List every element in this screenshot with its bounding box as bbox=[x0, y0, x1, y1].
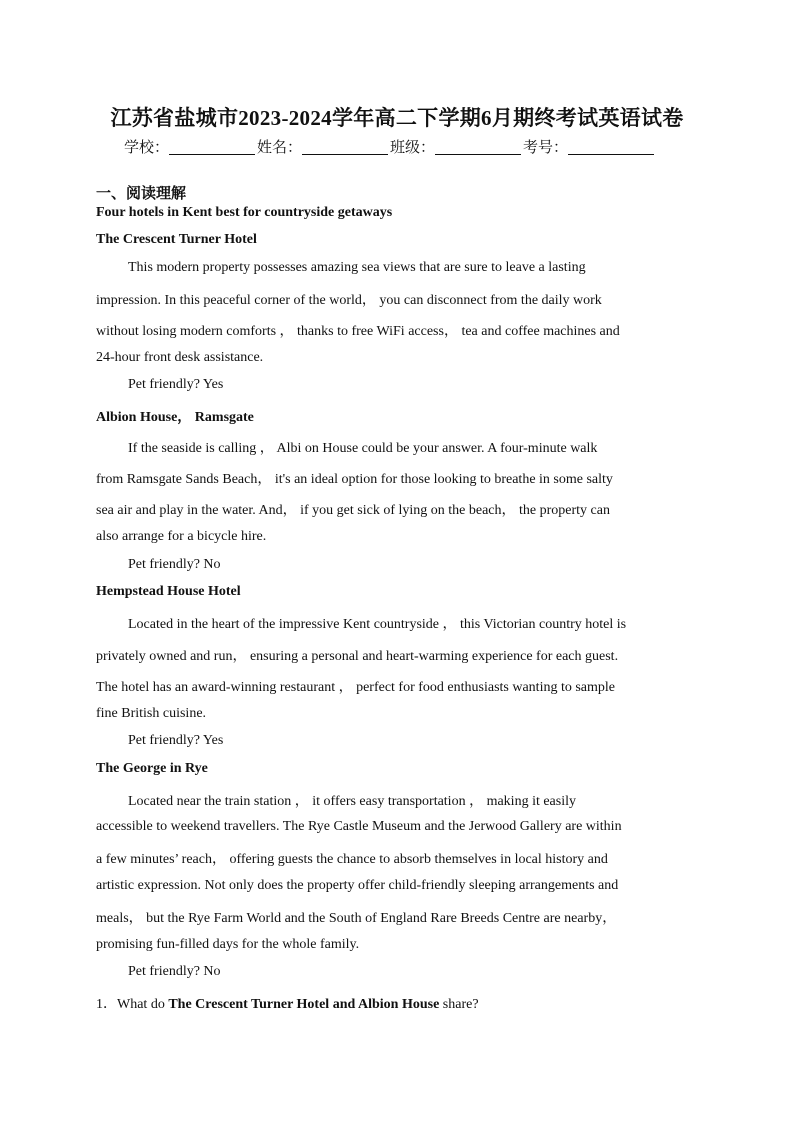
hotel1-line: 24-hour front desk assistance. bbox=[96, 350, 264, 365]
section-title: 一、阅读理解 bbox=[96, 184, 187, 202]
hotel1-line: This modern property possesses amazing sea views that are sure to leave a lasting bbox=[128, 260, 586, 275]
hotel1-line: impression. In this peaceful corner of the world， you can disconnect from the daily work bbox=[96, 293, 602, 308]
hotel-name-hempstead: Hempstead House Hotel bbox=[96, 584, 241, 599]
name-blank[interactable] bbox=[302, 140, 388, 155]
hotel1-line: without losing modern comforts ， thanks to free WiFi access， tea and coffee machines and bbox=[96, 324, 620, 339]
number-blank[interactable] bbox=[568, 140, 654, 155]
question-1 bbox=[96, 993, 479, 1013]
hotel2-pet: Pet friendly? No bbox=[128, 557, 221, 572]
school-blank[interactable] bbox=[169, 140, 255, 155]
hotel4-line: promising fun-filled days for the whole family. bbox=[96, 937, 360, 952]
hotel4-pet: Pet friendly? No bbox=[128, 964, 221, 979]
class-label: 班级： bbox=[390, 138, 436, 156]
hotel4-line: artistic expression. Not only does the property offer child-friendly sleeping arrangements and bbox=[96, 878, 619, 893]
hotel-name-crescent-turner: The Crescent Turner Hotel bbox=[96, 232, 257, 247]
hotel2-line: sea air and play in the water. And， if you get sick of lying on the beach， the property can bbox=[96, 503, 610, 518]
name-label: 姓名： bbox=[257, 138, 303, 156]
hotel2-line: also arrange for a bicycle hire. bbox=[96, 529, 267, 544]
hotel3-line: privately owned and run， ensuring a personal and heart-warming experience for each guest. bbox=[96, 649, 619, 664]
student-info-line bbox=[124, 136, 656, 157]
hotel4-line: a few minutes’ reach， offering guests the chance to absorb themselves in local history and bbox=[96, 852, 608, 867]
hotel-name-george-in-rye: The George in Rye bbox=[96, 761, 208, 776]
school-label: 学校： bbox=[124, 138, 170, 156]
passage-title: Four hotels in Kent best for countryside getaways bbox=[96, 205, 393, 220]
hotel4-line: accessible to weekend travellers. The Rye Castle Museum and the Jerwood Gallery are within bbox=[96, 819, 622, 834]
hotel4-line: Located near the train station ， it offers easy transportation ， making it easily bbox=[128, 794, 576, 809]
hotel3-line: The hotel has an award-winning restaurant ， perfect for food enthusiasts wanting to sample bbox=[96, 680, 616, 695]
number-label: 考号： bbox=[523, 138, 569, 156]
question-1-suffix: share? bbox=[439, 997, 479, 1012]
class-blank[interactable] bbox=[435, 140, 521, 155]
hotel4-line: meals， but the Rye Farm World and the South of England Rare Breeds Centre are nearby， bbox=[96, 911, 617, 926]
question-1-bold: The Crescent Turner Hotel and Albion House bbox=[168, 997, 440, 1012]
hotel3-pet: Pet friendly? Yes bbox=[128, 733, 224, 748]
hotel-name-albion-house: Albion House， Ramsgate bbox=[96, 410, 254, 425]
hotel3-line: Located in the heart of the impressive Kent countryside ， this Victorian country hotel is bbox=[128, 617, 627, 632]
hotel2-line: If the seaside is calling ， Albi on House could be your answer. A four-minute walk bbox=[128, 441, 598, 456]
hotel2-line: from Ramsgate Sands Beach， it's an ideal option for those looking to breathe in some salty bbox=[96, 472, 613, 487]
exam-title: 江苏省盐城市2023-2024学年高二下学期6月期终考试英语试卷 bbox=[110, 106, 684, 130]
hotel1-pet: Pet friendly? Yes bbox=[128, 377, 224, 392]
question-1-prefix: 1．What do bbox=[96, 997, 169, 1012]
hotel3-line: fine British cuisine. bbox=[96, 706, 207, 721]
